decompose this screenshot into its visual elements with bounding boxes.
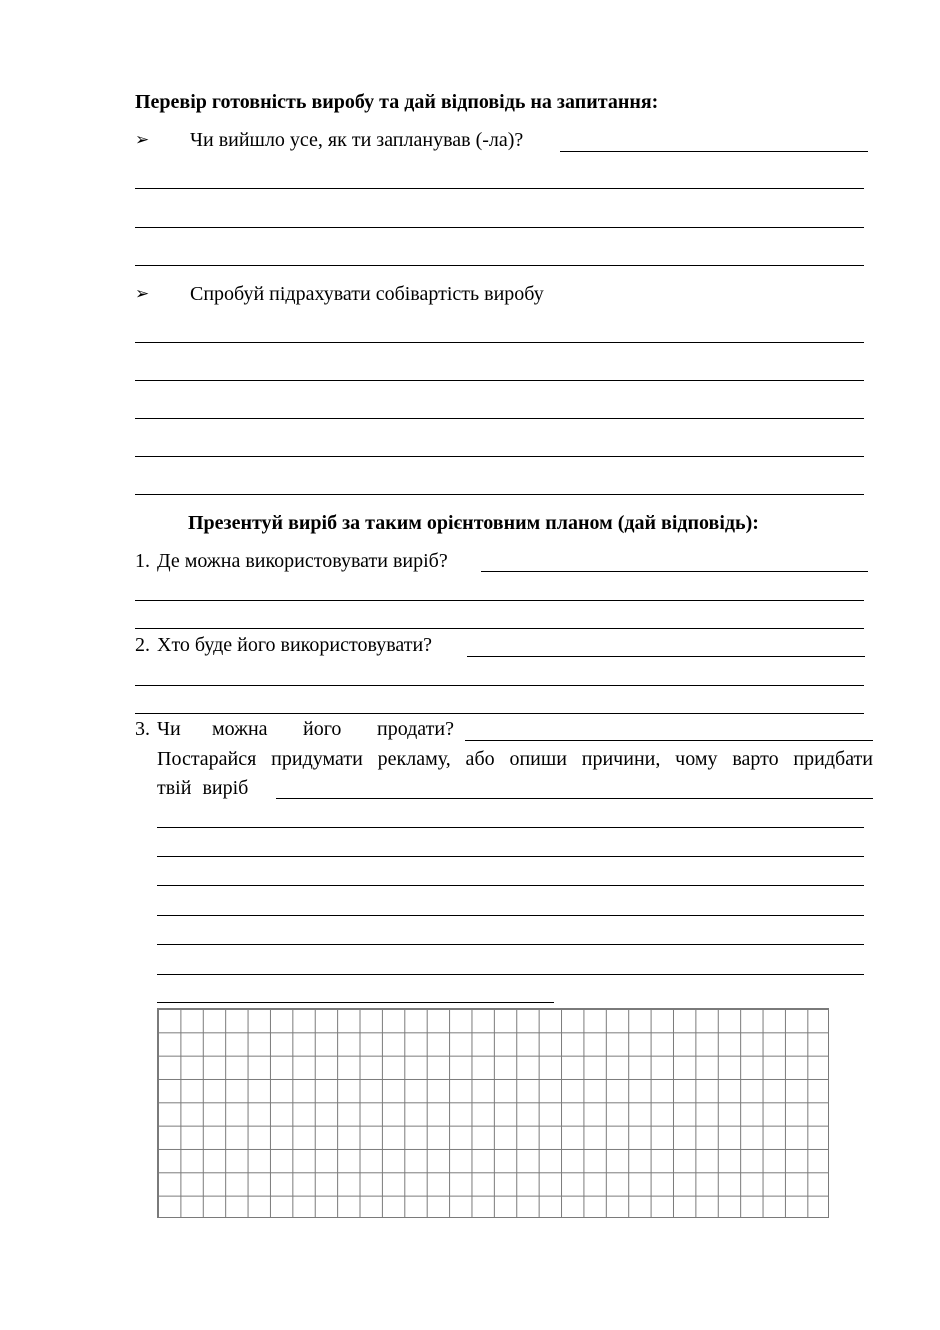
question-cost: Спробуй підрахувати собівартість виробу bbox=[190, 283, 544, 305]
answer-line[interactable] bbox=[157, 885, 864, 886]
drawing-grid[interactable] bbox=[157, 1008, 829, 1218]
answer-line[interactable] bbox=[465, 740, 873, 741]
answer-line[interactable] bbox=[135, 342, 864, 343]
answer-line[interactable] bbox=[135, 265, 864, 266]
answer-line[interactable] bbox=[135, 456, 864, 457]
question-can-sell-word: Чи bbox=[157, 718, 181, 740]
answer-line[interactable] bbox=[157, 856, 864, 857]
answer-line[interactable] bbox=[157, 915, 864, 916]
arrowhead-bullet-icon: ➢ bbox=[135, 284, 150, 304]
answer-line[interactable] bbox=[157, 1002, 554, 1003]
answer-line[interactable] bbox=[157, 974, 864, 975]
answer-line[interactable] bbox=[135, 600, 864, 601]
question-can-sell-word: його bbox=[303, 718, 342, 740]
item-number: 2. bbox=[135, 634, 150, 656]
answer-line[interactable] bbox=[135, 188, 864, 189]
answer-line[interactable] bbox=[135, 227, 864, 228]
answer-line[interactable] bbox=[157, 827, 864, 828]
arrowhead-bullet-icon: ➢ bbox=[135, 130, 150, 150]
answer-line[interactable] bbox=[135, 418, 864, 419]
answer-line[interactable] bbox=[135, 685, 864, 686]
question-can-sell-word: продати? bbox=[377, 718, 454, 740]
section-heading-present: Презентуй виріб за таким орієнтовним планом (дай відповідь): bbox=[188, 512, 759, 534]
answer-line[interactable] bbox=[467, 656, 865, 657]
question-where-used: Де можна використовувати виріб? bbox=[157, 550, 448, 572]
answer-line[interactable] bbox=[481, 571, 868, 572]
question-who-uses: Хто буде його використовувати? bbox=[157, 634, 433, 656]
answer-line[interactable] bbox=[135, 380, 864, 381]
answer-line[interactable] bbox=[135, 628, 864, 629]
answer-line[interactable] bbox=[560, 151, 868, 152]
item-number: 1. bbox=[135, 550, 150, 572]
item-number: 3. bbox=[135, 718, 150, 740]
answer-line[interactable] bbox=[157, 944, 864, 945]
answer-line[interactable] bbox=[135, 494, 864, 495]
ad-prompt-line1: Постарайся придумати рекламу, або опиши причини, чому варто придбати bbox=[157, 748, 873, 770]
ad-prompt-line2: твій виріб bbox=[157, 777, 249, 799]
section-heading-check: Перевір готовність виробу та дай відповідь на запитання: bbox=[135, 91, 659, 113]
question-can-sell-word: можна bbox=[212, 718, 268, 740]
answer-line[interactable] bbox=[135, 713, 864, 714]
question-result: Чи вийшло усе, як ти запланував (-ла)? bbox=[190, 129, 524, 151]
answer-line[interactable] bbox=[276, 798, 873, 799]
